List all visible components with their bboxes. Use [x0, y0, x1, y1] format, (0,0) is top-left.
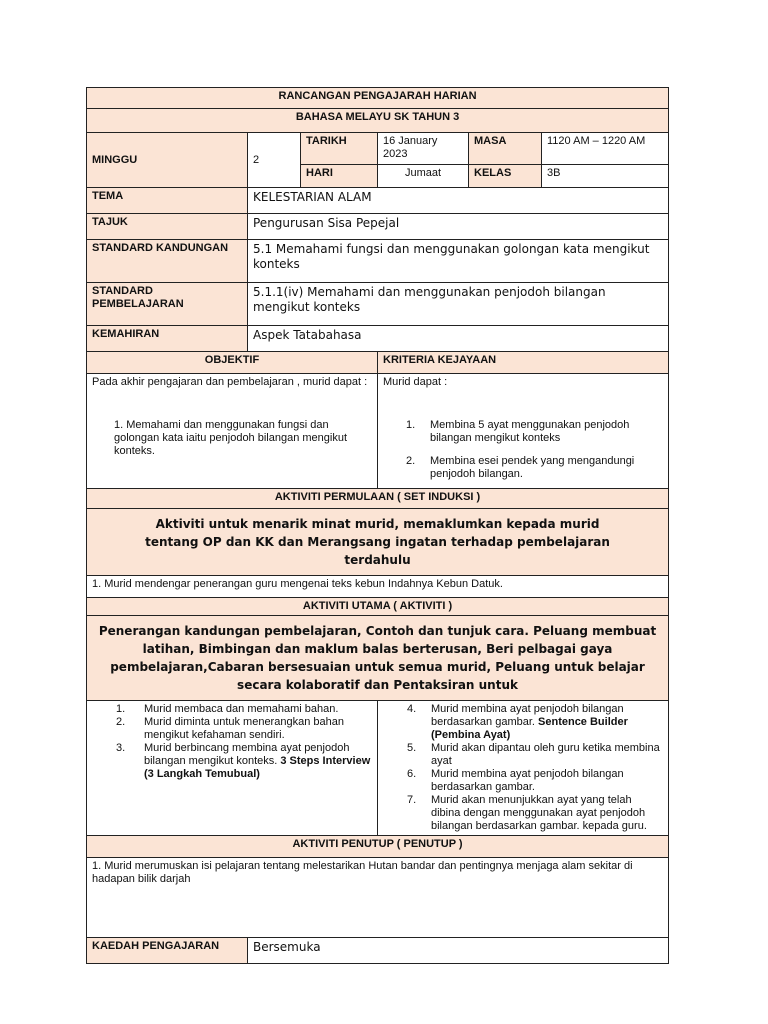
utama-step: 6. Murid membina ayat penjodoh bilangan berdasarkan gambar. — [407, 768, 624, 793]
tema-value: KELESTARIAN ALAM — [248, 188, 669, 214]
objektif-header: OBJEKTIF — [87, 352, 378, 374]
masa-label: MASA — [469, 133, 542, 165]
kemahiran-label: KEMAHIRAN — [87, 326, 248, 352]
tajuk-value: Pengurusan Sisa Pepejal — [248, 214, 669, 240]
permulaan-item: 1. Murid mendengar penerangan guru mengenai teks kebun Indahnya Kebun Datuk. — [87, 576, 669, 598]
kriteria-item: 2. Membina esei pendek yang mengandungi penjodoh bilangan. — [406, 455, 635, 480]
permulaan-description: Aktiviti untuk menarik minat murid, memaklumkan kepada murid tentang OP dan KK dan Merangsang ingatan terhadap pembelajaran terdahulu — [87, 509, 669, 576]
objektif-intro: Pada akhir pengajaran dan pembelajaran , murid dapat : — [92, 376, 368, 388]
penutup-header: AKTIVITI PENUTUP ( PENUTUP ) — [87, 836, 669, 858]
kriteria-content — [378, 374, 669, 489]
kriteria-header: KRITERIA KEJAYAAN — [378, 352, 669, 374]
subject-title: BAHASA MELAYU SK TAHUN 3 — [87, 109, 669, 133]
hari-label: HARI — [301, 165, 378, 188]
tajuk-label: TAJUK — [87, 214, 248, 240]
standard-kandungan-value: 5.1 Memahami fungsi dan menggunakan golongan kata mengikut konteks — [248, 240, 669, 283]
kemahiran-value: Aspek Tatabahasa — [248, 326, 669, 352]
utama-header: AKTIVITI UTAMA ( AKTIVITI ) — [87, 598, 669, 616]
kaedah-label: KAEDAH PENGAJARAN — [87, 938, 248, 964]
utama-step: 2. Murid diminta untuk menerangkan bahan mengikut kefahaman sendiri. — [116, 716, 344, 741]
kriteria-item: 1. Membina 5 ayat menggunakan penjodoh bilangan mengikut konteks — [406, 419, 630, 444]
lesson-plan-document — [86, 87, 668, 964]
tarikh-value: 16 January 2023 — [378, 133, 469, 165]
lesson-plan-table — [86, 87, 669, 964]
masa-value: 1120 AM – 1220 AM — [542, 133, 669, 165]
utama-description: Penerangan kandungan pembelajaran, Contoh dan tunjuk cara. Peluang membuat latihan, Bimbingan dan maklum balas berterusan, Beri pelbagai gaya pembelajaran,Cabaran bersesuaian untuk semua murid, Peluang untuk belajar secara kolaboratif dan Pentaksiran untuk — [87, 616, 669, 701]
standard-kandungan-label: STANDARD KANDUNGAN — [87, 240, 248, 283]
objektif-content — [87, 374, 378, 489]
minggu-label: MINGGU — [87, 133, 248, 188]
hari-value: Jumaat — [378, 165, 469, 188]
objektif-item: 1. Memahami dan menggunakan fungsi dan golongan kata iaitu penjodoh bilangan mengikut konteks. — [114, 419, 348, 457]
kaedah-value: Bersemuka — [248, 938, 669, 964]
standard-pembelajaran-value: 5.1.1(iv) Memahami dan menggunakan penjodoh bilangan mengikut konteks — [248, 283, 669, 326]
utama-right-list — [378, 701, 669, 836]
tema-label: TEMA — [87, 188, 248, 214]
utama-step: 5. Murid akan dipantau oleh guru ketika membina ayat — [407, 742, 660, 767]
standard-pembelajaran-label: STANDARD PEMBELAJARAN — [87, 283, 248, 326]
permulaan-header: AKTIVITI PERMULAAN ( SET INDUKSI ) — [87, 489, 669, 509]
utama-step: 3. Murid berbincang membina ayat penjodoh bilangan mengikut konteks. 3 Steps Interview (3 Langkah Temubual) — [116, 742, 371, 780]
page-title: RANCANGAN PENGAJARAH HARIAN — [87, 88, 669, 109]
utama-step: 4. Murid membina ayat penjodoh bilangan berdasarkan gambar. Sentence Builder (Pembina Ayat) — [407, 703, 628, 741]
utama-left-list — [87, 701, 378, 836]
kelas-label: KELAS — [469, 165, 542, 188]
minggu-value: 2 — [248, 133, 301, 188]
utama-step: 1. Murid membaca dan memahami bahan. — [116, 703, 339, 715]
tarikh-label: TARIKH — [301, 133, 378, 165]
penutup-item: 1. Murid merumuskan isi pelajaran tentang melestarikan Hutan bandar dan pentingnya menjaga alam sekitar di hadapan bilik darjah — [87, 858, 669, 938]
kelas-value: 3B — [542, 165, 669, 188]
utama-step: 7. Murid akan menunjukkan ayat yang telah dibina dengan menggunakan ayat penjodoh bilangan berdasarkan gambar. kepada guru. — [407, 794, 647, 832]
kriteria-intro: Murid dapat : — [383, 376, 448, 388]
